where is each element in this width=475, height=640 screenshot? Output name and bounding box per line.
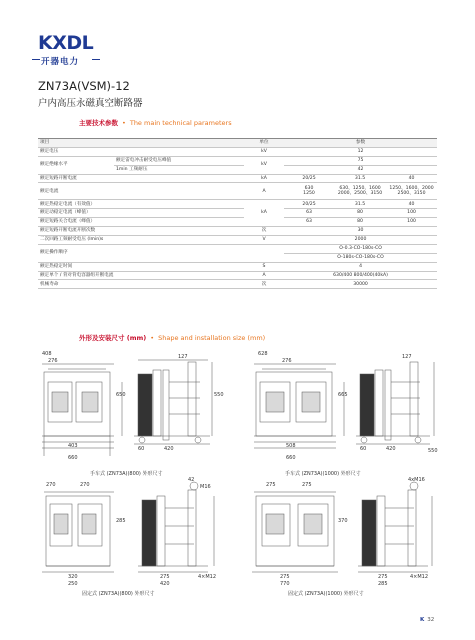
header-params: 参数: [284, 139, 437, 148]
logo-rule-right: [92, 59, 100, 60]
dim-label: 370: [338, 518, 348, 524]
dim-label: 250: [68, 581, 78, 587]
dim-label: 276: [282, 358, 292, 364]
dim-label: 42: [188, 477, 195, 483]
table-header-row: [38, 139, 437, 148]
cell-value: 30000: [284, 280, 437, 289]
cell-item: 机械寿命: [38, 280, 244, 289]
dim-label: 420: [386, 446, 396, 452]
cell-value: [386, 183, 437, 200]
cell-value: 80: [334, 209, 386, 218]
drawing-caption: 手车式 (ZN73A)(1000) 外形尺寸: [285, 471, 361, 477]
dim-label: 403: [68, 443, 78, 449]
cell-line: 1250、1600、2000: [389, 185, 434, 191]
cell-subitem: 额定雷电冲击耐受电压峰值: [114, 156, 244, 165]
cell-unit: 次: [244, 227, 284, 236]
cell-value: [284, 183, 334, 200]
dim-label: 127: [402, 354, 412, 360]
dim-label: 60: [360, 446, 367, 452]
dim-label: 270: [46, 482, 56, 488]
drawing-withdrawable-1000: [252, 352, 442, 462]
drawing-caption: 固定式 (ZN73A)(1000) 外形尺寸: [288, 591, 364, 597]
cell-value: 31.5: [334, 200, 386, 209]
cell-unit: kA: [244, 174, 284, 183]
cell-value: O-180s-CO-180s-CO: [284, 253, 437, 262]
cell-unit: A: [244, 271, 284, 280]
cell-value: 100: [386, 209, 437, 218]
dim-label: M16: [200, 484, 211, 490]
cell-value: 30: [284, 227, 437, 236]
dim-label: 276: [48, 358, 58, 364]
cell-item: 额定电压: [38, 147, 244, 156]
cell-unit: S: [244, 262, 284, 271]
logo-rule-left: [32, 59, 40, 60]
model-title: ZN73A(VSM)-12: [38, 79, 130, 93]
cell-item: 额定单个 / 背对背电容器组开断电流: [38, 271, 244, 280]
cell-value: 63: [284, 209, 334, 218]
cell-value: 630/400 800/400(40kA): [284, 271, 437, 280]
dim-label: 275: [378, 574, 388, 580]
cell-line: 2000、2500、3150: [337, 191, 383, 197]
dim-label: 285: [116, 518, 126, 524]
cell-value: 2000: [284, 236, 437, 245]
dim-label: 4×M12: [198, 574, 217, 580]
brand-logo: [38, 32, 100, 66]
table-row: [38, 174, 437, 183]
dim-label: 420: [164, 446, 174, 452]
cell-line: 630: [304, 185, 314, 191]
cell-unit: kV: [244, 147, 284, 156]
drawing-fixed-1000: [250, 478, 440, 588]
cell-unit: kV: [244, 156, 284, 174]
cell-value: 12: [284, 147, 437, 156]
section-title-cn: 外形及安装尺寸 (mm): [79, 334, 147, 342]
dim-label: 127: [178, 354, 188, 360]
dim-label: 650: [116, 392, 126, 398]
cell-value: 40: [386, 200, 437, 209]
dim-label: 60: [138, 446, 145, 452]
dim-label: 275: [266, 482, 276, 488]
section-header-shape: [79, 333, 265, 342]
dim-label: 275: [280, 574, 290, 580]
spec-table: [38, 138, 437, 289]
table-row: [38, 183, 437, 200]
drawing-caption: 手车式 (ZN73A)(800) 外形尺寸: [90, 471, 163, 477]
technical-drawing: [252, 352, 442, 462]
table-row: [38, 218, 437, 227]
dim-label: 275: [160, 574, 170, 580]
dim-label: 320: [68, 574, 78, 580]
dim-label: 628: [258, 351, 268, 357]
cell-item: 额定短路关合电流（峰值）: [38, 218, 244, 227]
dim-label: 270: [80, 482, 90, 488]
section-dot: •: [122, 119, 126, 127]
cell-item: 额定热稳定时间: [38, 262, 244, 271]
product-name: 户内高压永磁真空断路器: [38, 98, 143, 109]
table-row: [38, 280, 437, 289]
page-number-value: 32: [427, 617, 435, 623]
section-title-en: Shape and installation size (mm): [158, 334, 266, 342]
cell-subitem: 1min 工频耐压: [114, 165, 244, 174]
cell-value: 75: [284, 156, 437, 165]
page-mark: K: [420, 617, 425, 623]
header-item: 项目: [38, 139, 244, 148]
cell-value: 20/25: [284, 174, 334, 183]
cell-unit: [244, 244, 284, 262]
cell-item: 额定绝缘水平: [38, 156, 114, 174]
logo-subtitle: 开器电力: [41, 57, 80, 67]
section-header-tech: [79, 118, 232, 127]
cell-item: 额定电流: [38, 183, 244, 200]
table-row: [38, 227, 437, 236]
dim-label: 408: [42, 351, 52, 357]
drawing-fixed-800: [38, 478, 228, 588]
cell-item: 额定短路开断电流: [38, 174, 244, 183]
cell-item: 二次回路工频耐受电压 (lmin)s: [38, 236, 244, 245]
cell-item: 额定短路开断电流开断次数: [38, 227, 244, 236]
header-unit: 单位: [244, 139, 284, 148]
cell-value: 4: [284, 262, 437, 271]
technical-drawing: [250, 478, 440, 588]
cell-line: 630、1250、1600: [339, 185, 381, 191]
dim-label: 770: [280, 581, 290, 587]
cell-value: O-0.3-CO-180s-CO: [284, 244, 437, 253]
cell-item: 额定操作顺序: [38, 244, 244, 262]
cell-item: 额定动稳定电流（峰值）: [38, 209, 244, 218]
dim-label: 285: [378, 581, 388, 587]
table-row: [38, 147, 437, 156]
cell-unit: V: [244, 236, 284, 245]
dim-label: 420: [160, 581, 170, 587]
cell-value: 80: [334, 218, 386, 227]
cell-line: 1250: [303, 191, 315, 197]
cell-unit: A: [244, 183, 284, 200]
cell-unit: kA: [244, 200, 284, 227]
dim-label: 550: [428, 448, 438, 454]
table-row: [38, 236, 437, 245]
cell-value: 31.5: [334, 174, 386, 183]
drawing-caption: 固定式 (ZN73A)(800) 外形尺寸: [82, 591, 155, 597]
dim-label: 4xM16: [408, 477, 425, 483]
dim-label: 665: [338, 392, 348, 398]
table-row: [38, 271, 437, 280]
logo-wordmark: KXDL: [38, 32, 94, 54]
page-number: [420, 617, 434, 623]
cell-value: 100: [386, 218, 437, 227]
section-title-cn: 主要技术参数: [79, 119, 118, 127]
dim-label: 550: [214, 392, 224, 398]
drawing-withdrawable-800: [38, 352, 228, 462]
section-title-en: The main technical parameters: [129, 119, 232, 127]
table-row: [38, 209, 437, 218]
dim-label: 660: [68, 455, 78, 461]
cell-value: 40: [386, 174, 437, 183]
section-dot: •: [150, 334, 155, 342]
dim-label: 4×M12: [410, 574, 429, 580]
cell-value: 42: [284, 165, 437, 174]
table-row: [38, 156, 437, 165]
table-row: [38, 244, 437, 253]
table-row: [38, 200, 437, 209]
cell-item: 额定热稳定电流（有效值）: [38, 200, 244, 209]
dim-label: 660: [286, 455, 296, 461]
cell-value: [334, 183, 386, 200]
dim-label: 275: [302, 482, 312, 488]
cell-value: 63: [284, 218, 334, 227]
cell-unit: 次: [244, 280, 284, 289]
technical-drawing: [38, 352, 228, 462]
cell-line: 2500、3150: [397, 191, 426, 197]
dim-label: 508: [286, 443, 296, 449]
cell-value: 20/25: [284, 200, 334, 209]
technical-drawing: [38, 478, 228, 588]
table-row: [38, 262, 437, 271]
